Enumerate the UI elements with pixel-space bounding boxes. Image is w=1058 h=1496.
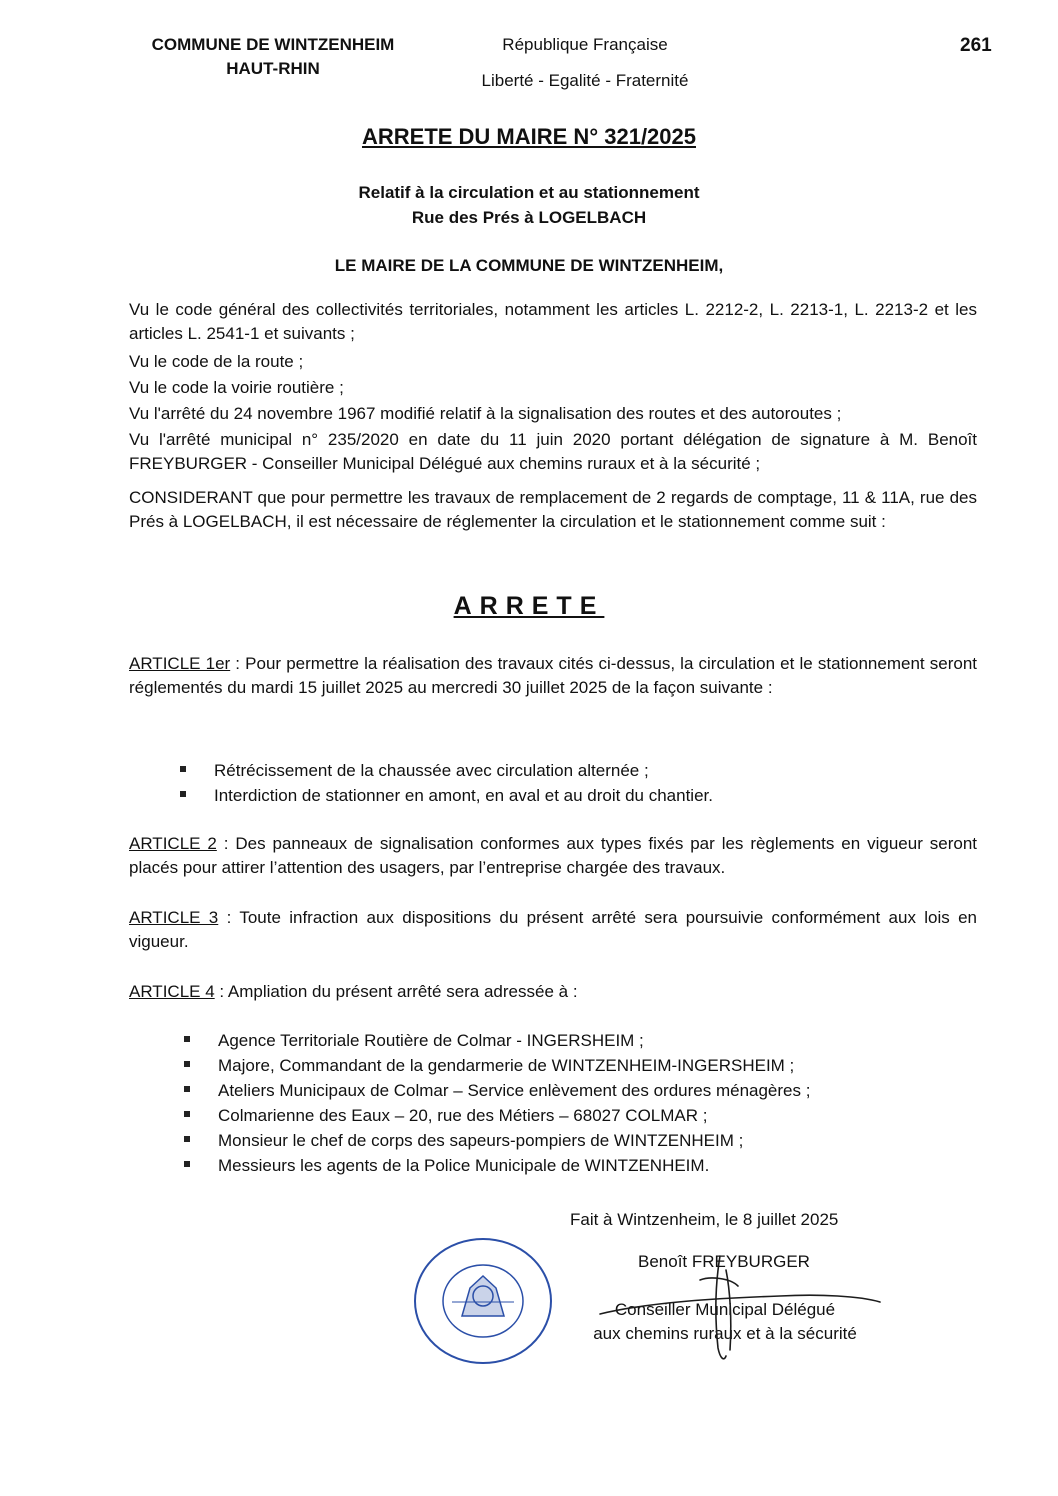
document-subtitle (0, 180, 1058, 230)
visa-4: Vu l'arrêté du 24 novembre 1967 modifié relatif à la signalisation des routes et des autoroutes ; (129, 404, 842, 423)
commune-header (118, 33, 428, 81)
article-4-item-4: Colmarienne des Eaux – 20, rue des Métiers – 68027 COLMAR ; (218, 1106, 708, 1125)
article-4 (129, 980, 977, 1004)
considerant: CONSIDERANT que pour permettre les travaux de remplacement de 2 regards de comptage, 11 & 11A, rue des Prés à LOGELBACH, il est nécessaire de réglementer la circulation et le stationnement comme suit : (129, 488, 977, 531)
article-4-item-1: Agence Territoriale Routière de Colmar - INGERSHEIM ; (218, 1031, 644, 1050)
article-3-label: ARTICLE 3 (129, 908, 219, 927)
bullet-icon (184, 1061, 190, 1067)
article-3 (129, 906, 977, 954)
subtitle-line-2: Rue des Prés à LOGELBACH (411, 208, 647, 227)
list-item (180, 758, 970, 783)
article-4-item-2: Majore, Commandant de la gendarmerie de WINTZENHEIM-INGERSHEIM ; (218, 1056, 795, 1075)
list-item (184, 1103, 974, 1128)
article-1 (129, 652, 977, 700)
list-item (184, 1078, 974, 1103)
list-item (184, 1153, 974, 1178)
bullet-icon (184, 1161, 190, 1167)
subtitle-line-1: Relatif à la circulation et au stationnement (358, 183, 700, 202)
bullet-icon (184, 1111, 190, 1117)
arrete-heading-text: ARRETE (453, 592, 605, 620)
signature-place-date: Fait à Wintzenheim, le 8 juillet 2025 (570, 1210, 839, 1229)
article-4-label: ARTICLE 4 (129, 982, 215, 1001)
page-number: 261 (960, 35, 992, 56)
signatory-name: Benoît FREYBURGER (638, 1252, 810, 1271)
republic-header (440, 33, 730, 105)
handwritten-signature (580, 1250, 900, 1370)
visa-5: Vu l'arrêté municipal n° 235/2020 en date du 11 juin 2020 portant délégation de signature à M. Benoît FREYBURGER - Conseiller Municipal Délégué aux chemins ruraux et à la sécurité ; (129, 430, 977, 473)
article-2-label: ARTICLE 2 (129, 834, 217, 853)
article-4-list (184, 1028, 974, 1178)
list-item (180, 783, 970, 808)
article-1-list (180, 758, 970, 808)
article-1-item-2: Interdiction de stationner en amont, en aval et au droit du chantier. (214, 786, 713, 805)
bullet-icon (184, 1036, 190, 1042)
commune-name: COMMUNE DE WINTZENHEIM (151, 35, 395, 54)
bullet-icon (180, 766, 186, 772)
list-item (184, 1053, 974, 1078)
visa-3: Vu le code la voirie routière ; (129, 378, 344, 397)
article-4-item-5: Monsieur le chef de corps des sapeurs-pompiers de WINTZENHEIM ; (218, 1131, 744, 1150)
maire-heading: LE MAIRE DE LA COMMUNE DE WINTZENHEIM, (334, 256, 724, 275)
bullet-icon (184, 1086, 190, 1092)
list-item (184, 1128, 974, 1153)
visa-1: Vu le code général des collectivités territoriales, notamment les articles L. 2212-2, L. 2213-1, L. 2213-2 et les articles L. 2541-1 et suivants ; (129, 300, 977, 343)
republic-motto: Liberté - Egalité - Fraternité (481, 71, 689, 90)
arrete-heading (0, 592, 1058, 621)
article-1-label: ARTICLE 1er (129, 654, 231, 673)
article-4-item-3: Ateliers Municipaux de Colmar – Service enlèvement des ordures ménagères ; (218, 1081, 811, 1100)
article-4-item-6: Messieurs les agents de la Police Municipale de WINTZENHEIM. (218, 1156, 710, 1175)
signatory-role-line-2: aux chemins ruraux et à la sécurité (593, 1324, 857, 1343)
bullet-icon (180, 791, 186, 797)
document-title (0, 124, 1058, 150)
article-1-text: : Pour permettre la réalisation des travaux cités ci-dessus, la circulation et le stationnement seront réglementés du mardi 15 juillet 2025 au mercredi 30 juillet 2025 de la façon suivante : (129, 654, 978, 697)
article-2-text: : Des panneaux de signalisation conformes aux types fixés par les règlements en vigueur seront placés pour attirer l’attention des usagers, par l’entreprise chargée des travaux. (129, 834, 977, 877)
signature-strokes (600, 1256, 880, 1359)
article-2 (129, 832, 977, 880)
republic-name: République Française (502, 35, 668, 54)
department-name: HAUT-RHIN (226, 59, 320, 78)
article-3-text: : Toute infraction aux dispositions du présent arrêté sera poursuivie conformément aux lois en vigueur. (129, 908, 977, 951)
article-4-text: : Ampliation du présent arrêté sera adressée à : (214, 982, 578, 1001)
stamp-graphics (415, 1239, 551, 1363)
mairie-stamp (412, 1236, 554, 1366)
document-title-text: ARRETE DU MAIRE N° 321/2025 (361, 124, 696, 149)
article-1-item-1: Rétrécissement de la chaussée avec circulation alternée ; (214, 761, 649, 780)
bullet-icon (184, 1136, 190, 1142)
visa-2: Vu le code de la route ; (129, 352, 304, 371)
signatory-role-line-1: Conseiller Municipal Délégué (614, 1300, 836, 1319)
list-item (184, 1028, 974, 1053)
